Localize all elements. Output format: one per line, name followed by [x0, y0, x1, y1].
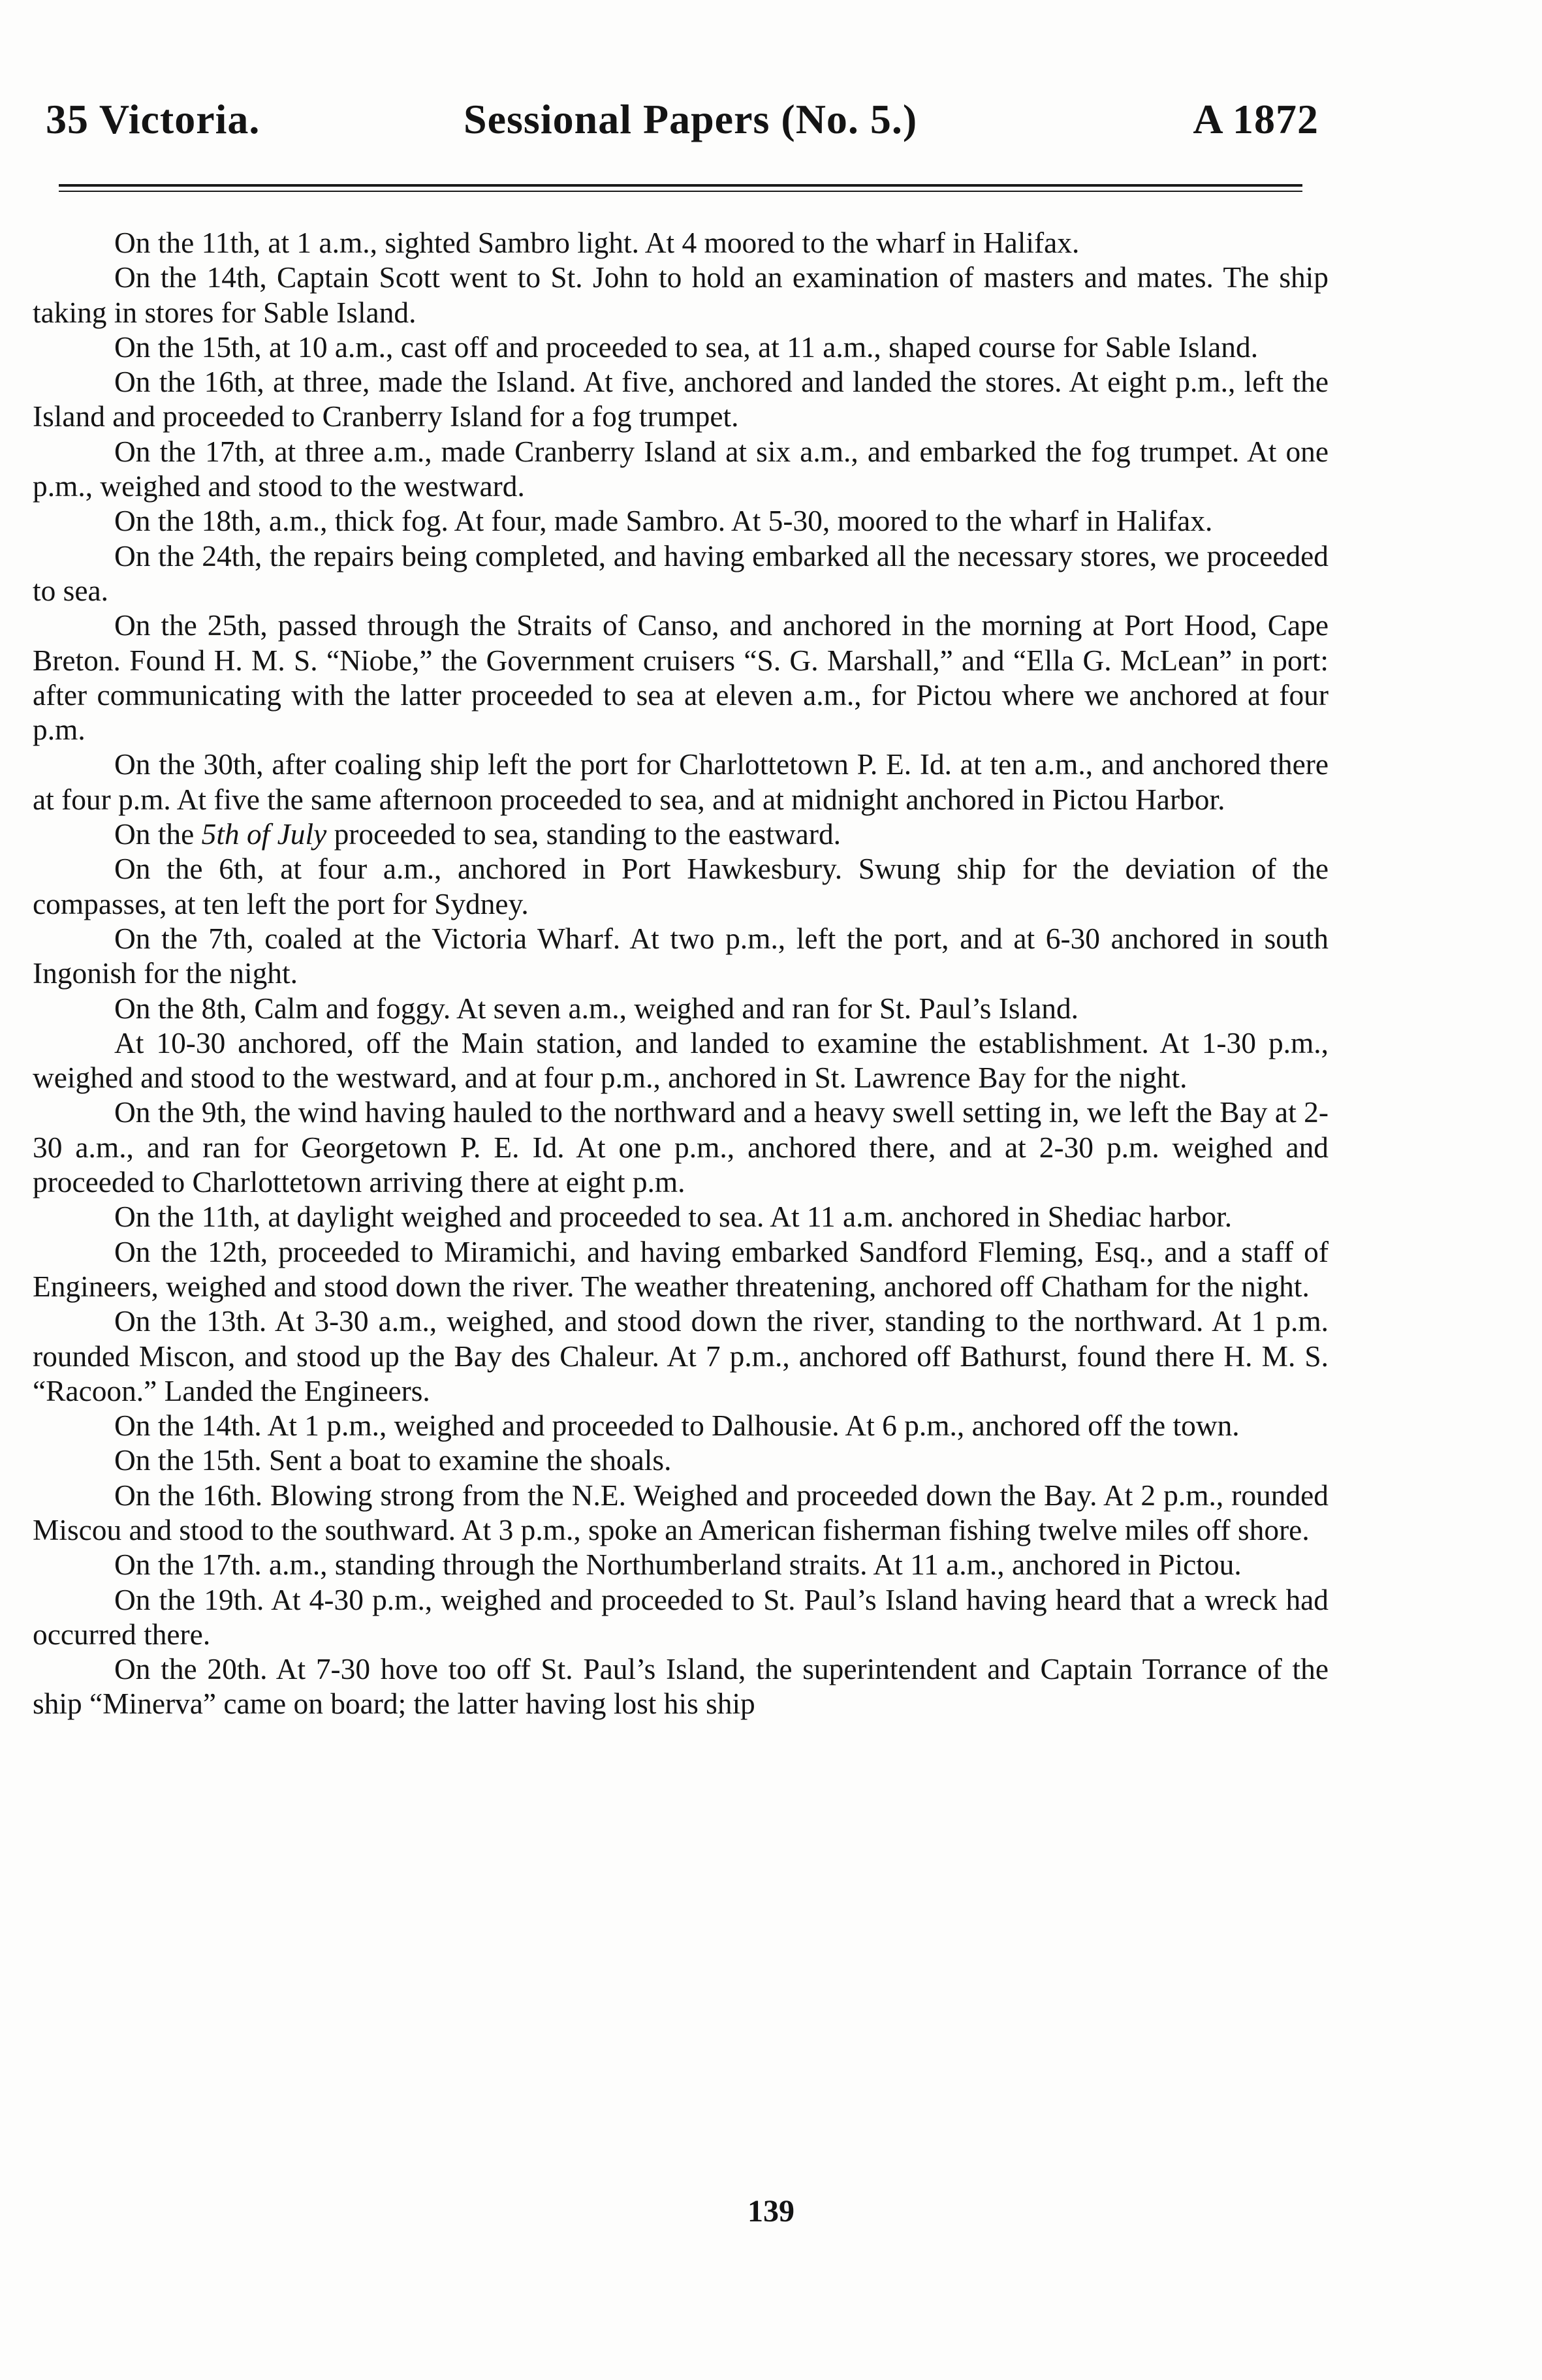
- paragraph: On the 20th. At 7-30 hove too off St. Paul’s Island, the superintendent and Captain Torrance of the ship “Minerva” came on board; the latter having lost his ship: [33, 1653, 1329, 1721]
- running-header: [46, 95, 1319, 148]
- paragraph: On the 9th, the wind having hauled to the northward and a heavy swell setting in, we left the Bay at 2-30 a.m., and ran for Georgetown P. E. Id. At one p.m., anchored there, and at 2-30 p.m. weighed and proceeded to Charlottetown arriving there at eight p.m.: [33, 1096, 1329, 1199]
- paragraph: On the 14th. At 1 p.m., weighed and proceeded to Dalhousie. At 6 p.m., anchored off the town.: [114, 1409, 1240, 1443]
- paragraph: On the 12th, proceeded to Miramichi, and having embarked Sandford Fleming, Esq., and a staff of Engineers, weighed and stood down the river. The weather threatening, anchored off Chatham for the night.: [33, 1235, 1329, 1303]
- paragraph: On the 16th, at three, made the Island. At five, anchored and landed the stores. At eight p.m., left the Island and proceeded to Cranberry Island for a fog trumpet.: [33, 366, 1329, 433]
- july-date: 5th of July: [201, 818, 327, 851]
- paragraph: On the 30th, after coaling ship left the port for Charlottetown P. E. Id. at ten a.m., and anchored there at four p.m. At five the same afternoon proceeded to sea, and at midnight anchored in Pictou Harbor.: [33, 748, 1329, 816]
- paragraph: On the 6th, at four a.m., anchored in Port Hawkesbury. Swung ship for the deviation of the compasses, at ten left the port for Sydney.: [33, 853, 1329, 920]
- paragraph: On the 17th, at three a.m., made Cranberry Island at six a.m., and embarked the fog trumpet. At one p.m., weighed and stood to the westward.: [33, 435, 1329, 503]
- paragraph: On the 16th. Blowing strong from the N.E. Weighed and proceeded down the Bay. At 2 p.m., rounded Miscou and stood to the southward. At 3 p.m., spoke an American fisherman fishing twelve miles off shore.: [33, 1479, 1329, 1546]
- paragraph: On the 15th, at 10 a.m., cast off and proceeded to sea, at 11 a.m., shaped course for Sable Island.: [114, 330, 1259, 364]
- paragraph: On the 19th. At 4-30 p.m., weighed and proceeded to St. Paul’s Island having heard that a wreck had occurred there.: [33, 1583, 1329, 1651]
- paragraph: On the 25th, passed through the Straits of Canso, and anchored in the morning at Port Hood, Cape Breton. Found H. M. S. “Niobe,” the Government cruisers “S. G. Marshall,” and “Ella G. McLean” in port: after communicating with the latter proceeded to sea at eleven a.m., for Pictou where we anchored at four p.m.: [33, 609, 1329, 747]
- page-number: 139: [747, 2194, 795, 2229]
- paragraph: On the 14th, Captain Scott went to St. John to hold an examination of masters and mates. The ship taking in stores for Sable Island.: [33, 261, 1329, 329]
- header-volume: 35 Victoria.: [46, 96, 260, 142]
- paragraph: At 10-30 anchored, off the Main station, and landed to examine the establishment. At 1-30 p.m., weighed and stood to the westward, and at four p.m., anchored in St. Lawrence Bay for the night.: [33, 1026, 1329, 1095]
- paragraph: On the 15th. Sent a boat to examine the shoals.: [114, 1444, 672, 1477]
- header-rule-thick: [59, 184, 1302, 187]
- paragraph-july: [33, 817, 1329, 852]
- paragraph: On the 7th, coaled at the Victoria Wharf. At two p.m., left the port, and at 6-30 anchored in south Ingonish for the night.: [33, 922, 1329, 990]
- header-year: A 1872: [1193, 96, 1319, 142]
- header-title: Sessional Papers (No. 5.): [464, 96, 918, 142]
- july-suffix: proceeded to sea, standing to the eastward.: [326, 818, 841, 851]
- paragraph: On the 24th, the repairs being completed, and having embarked all the necessary stores, we proceeded to sea.: [33, 539, 1329, 607]
- paragraph: On the 11th, at daylight weighed and proceeded to sea. At 11 a.m. anchored in Shediac harbor.: [114, 1200, 1233, 1234]
- paragraph: On the 13th. At 3-30 a.m., weighed, and stood down the river, standing to the northward. At 1 p.m. rounded Miscon, and stood up the Bay des Chaleur. At 7 p.m., anchored off Bathurst, found there H. M. S. “Racoon.” Landed the Engineers.: [33, 1305, 1329, 1407]
- paragraph: On the 18th, a.m., thick fog. At four, made Sambro. At 5-30, moored to the wharf in Halifax.: [114, 505, 1213, 538]
- paragraph: On the 11th, at 1 a.m., sighted Sambro light. At 4 moored to the wharf in Halifax.: [114, 227, 1080, 259]
- paragraph: On the 8th, Calm and foggy. At seven a.m., weighed and ran for St. Paul’s Island.: [114, 992, 1079, 1025]
- body-text: [33, 226, 1329, 1722]
- july-prefix: On the: [114, 818, 202, 851]
- paragraph: On the 17th. a.m., standing through the Northumberland straits. At 11 a.m., anchored in Pictou.: [114, 1548, 1242, 1582]
- header-rule-thin: [59, 191, 1302, 192]
